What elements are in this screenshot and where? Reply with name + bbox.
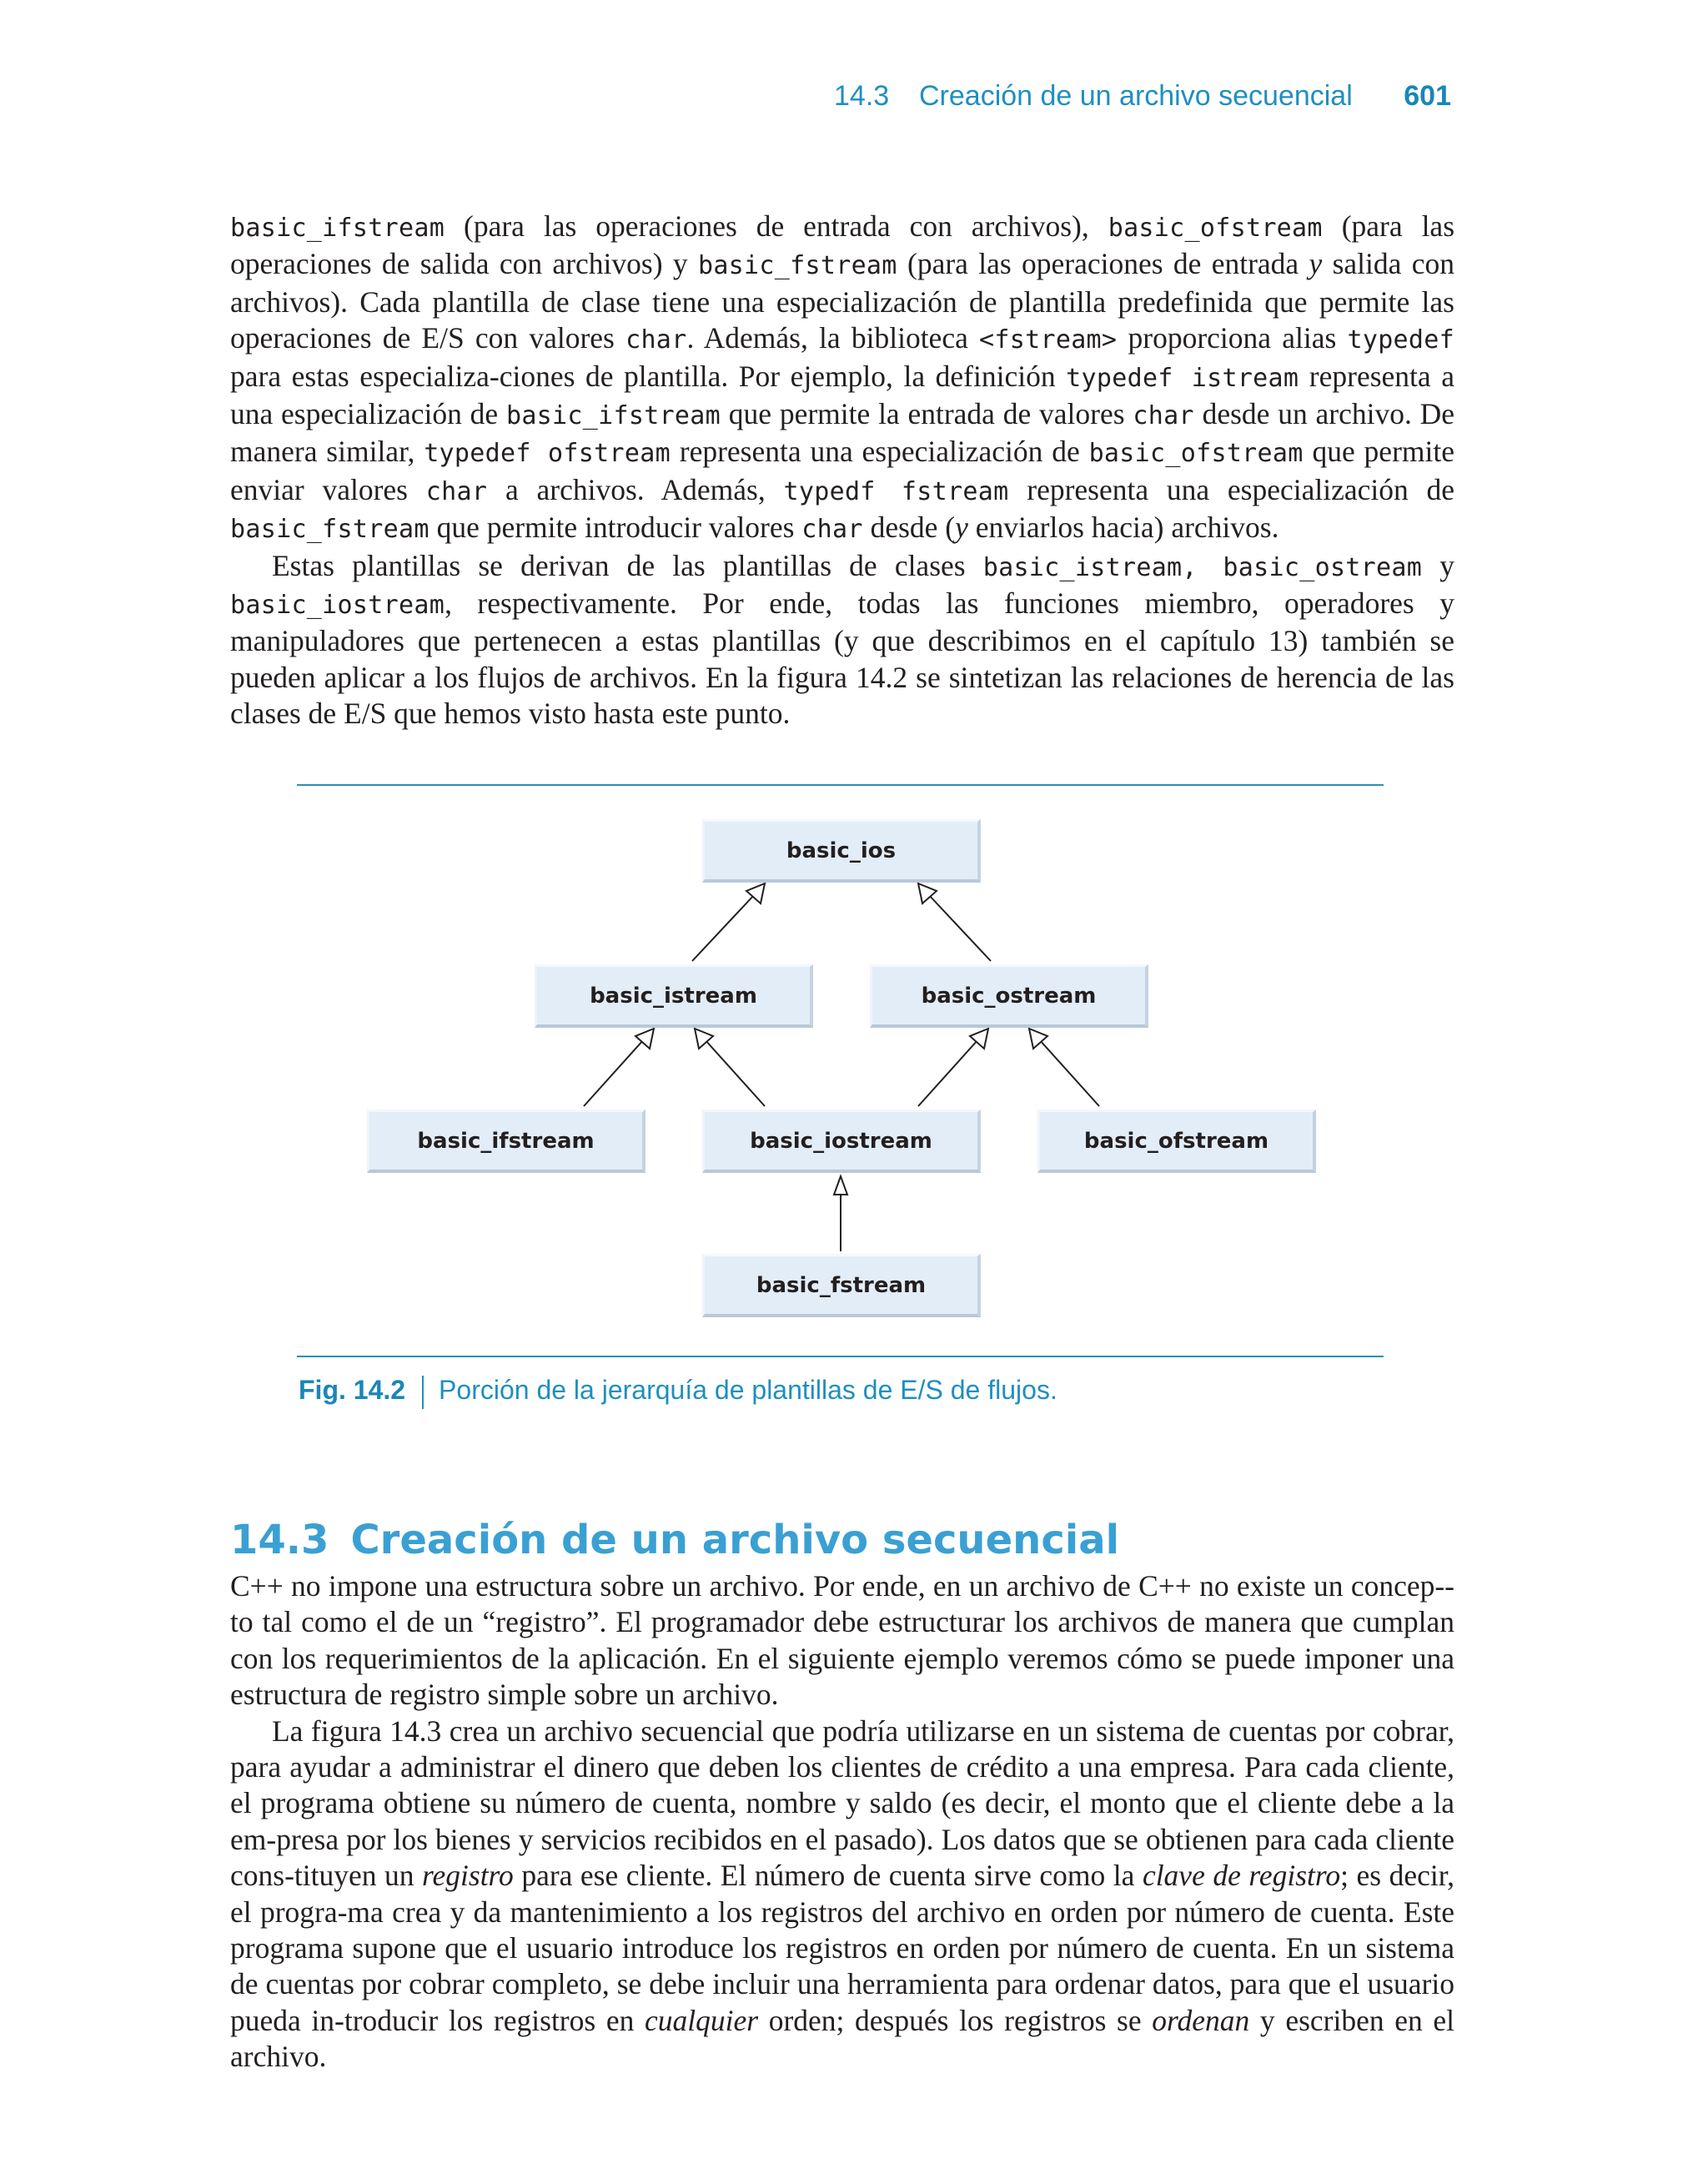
text-run: representa a una especialización de xyxy=(230,359,1454,431)
text-run: para estas especializa-ciones de plantilla. Por ejemplo, la definición xyxy=(230,359,1067,393)
text-run: representa una especialización de xyxy=(670,435,1089,469)
section-number: 14.3 xyxy=(230,1517,329,1563)
arrowhead xyxy=(746,883,765,903)
section-text-block xyxy=(230,1568,1454,2076)
text-run: a archivos. Además, xyxy=(487,472,784,506)
italic-term: clave de registro xyxy=(1142,1859,1341,1893)
running-head-section-number: 14.3 xyxy=(834,80,890,112)
page-number: 601 xyxy=(1404,80,1451,112)
code-term: <fstream> xyxy=(979,325,1118,355)
text-run: y escriben en el archivo. xyxy=(230,2003,1455,2074)
node-basic-ios: basic_ios xyxy=(702,819,981,883)
arrow-istream-to-ios xyxy=(692,894,755,961)
code-term: basic_ofstream xyxy=(1108,214,1323,243)
intro-text-block xyxy=(230,209,1454,732)
node-basic-iostream: basic_iostream xyxy=(702,1110,981,1173)
text-run: Estas plantillas se derivan de las plantillas de clases xyxy=(272,548,983,582)
code-term: typedef ofstream xyxy=(424,439,671,469)
text-run: , respectivamente. Por ende, todas las funciones miembro, operadores y manipuladores que pertenecen a estas plantillas (y que describimos en el capítulo 13) también se pueden aplicar a los flujos de archivos. En la figura 14.2 se sintetizan las relaciones de herencia de las clases de E/S que hemos visto hasta este punto. xyxy=(230,586,1454,731)
code-term: char xyxy=(801,515,863,545)
text-run: enviarlos hacia) archivos. xyxy=(967,511,1279,545)
code-term: basic_ofstream xyxy=(1088,439,1304,469)
figure-caption-text: Porción de la jerarquía de plantillas de E/S de flujos. xyxy=(439,1375,1057,1405)
text-run: desde un archivo. De manera similar, xyxy=(230,397,1455,469)
text-run: que permite enviar valores xyxy=(230,435,1454,506)
arrowhead xyxy=(695,1029,713,1049)
text-run: que permite la entrada de valores xyxy=(721,397,1133,431)
text-run: y xyxy=(1422,548,1454,582)
arrow-iostream-to-istream xyxy=(705,1039,765,1106)
node-basic-ostream: basic_ostream xyxy=(870,964,1148,1028)
paragraph-file-structure xyxy=(230,1568,1454,1714)
italic-term: ordenan xyxy=(1152,2003,1250,2037)
text-run: proporciona alias xyxy=(1117,321,1348,355)
section-heading xyxy=(230,1517,1119,1563)
node-basic-ifstream: basic_ifstream xyxy=(367,1110,646,1173)
code-term: basic_iostream xyxy=(230,591,445,621)
code-term: typedef istream xyxy=(1066,363,1299,393)
arrow-ifstream-to-istream xyxy=(584,1039,644,1106)
text-run: (para las operaciones de entrada xyxy=(897,247,1309,281)
node-basic-fstream: basic_fstream xyxy=(702,1254,981,1317)
paragraph-sequential-file xyxy=(230,1714,1454,2076)
italic-term: cualquier xyxy=(644,2003,759,2037)
text-run: . Además, la biblioteca xyxy=(686,321,980,355)
code-term: basic_fstream xyxy=(230,515,430,545)
figure-top-rule xyxy=(297,784,1384,786)
caption-separator xyxy=(422,1376,424,1409)
code-term: basic_fstream xyxy=(697,251,897,281)
code-term: char xyxy=(625,325,687,355)
code-term: char xyxy=(1133,401,1194,431)
arrow-iostream-to-ostream xyxy=(918,1039,978,1106)
arrowhead xyxy=(970,1029,988,1049)
arrowhead xyxy=(1029,1029,1047,1049)
code-term: basic_ifstream xyxy=(230,214,445,243)
figure-label: Fig. 14.2 xyxy=(299,1375,406,1405)
italic-term: y xyxy=(955,511,968,545)
italic-term: y xyxy=(1309,247,1323,281)
arrowhead xyxy=(918,883,937,903)
code-term: basic_istream, basic_ostream xyxy=(982,552,1423,582)
arrowhead xyxy=(635,1029,654,1049)
figure-caption xyxy=(299,1375,1057,1409)
text-run: (para las operaciones de entrada con archivos), xyxy=(445,209,1108,243)
text-run: orden; después los registros se xyxy=(758,2003,1153,2037)
node-basic-ofstream: basic_ofstream xyxy=(1037,1110,1316,1173)
text-run: La figura 14.3 crea un archivo secuencial que podría utilizarse en un sistema de cuentas por cobrar, para ayudar a administrar el dinero que deben los clientes de crédito a una empresa. Para cada cliente, el programa obtiene su número de cuenta, nombre y saldo (es decir, el monto que el cliente debe a la em-presa por los bienes y servicios recibidos en el pasado). Los datos que se obtienen para cada cliente cons-tituyen un xyxy=(230,1714,1454,1893)
arrowhead xyxy=(834,1176,847,1195)
paragraph-inheritance xyxy=(230,548,1454,732)
code-term: basic_ifstream xyxy=(505,401,721,431)
text-run: salida con archivos). Cada plantilla de clase tiene una especialización de plantilla predefinida que permite las operaciones de E/S con valores xyxy=(230,247,1454,355)
text-run: C++ no impone una estructura sobre un archivo. Por ende, en un archivo de C++ no existe un concep-to tal como el de un “registro”. El programador debe estructurar los archivos de manera que cumplan con los requerimientos de la aplicación. En el siguiente ejemplo veremos cómo se puede imponer una estructura de registro simple sobre un archivo. xyxy=(230,1569,1454,1712)
text-run: ; es decir, el progra-ma crea y da mantenimiento a los registros del archivo en orden por número de cuenta. Este programa supone que el usuario introduce los registros en orden por número de cuenta. En un sistema de cuentas por cobrar completo, se debe incluir una herramienta para ordenar datos, para que el usuario pueda in-troducir los registros en xyxy=(230,1859,1454,2037)
paragraph-templates-fstream xyxy=(230,209,1454,548)
text-run: que permite introducir valores xyxy=(429,511,802,545)
arrow-ostream-to-ios xyxy=(928,894,991,961)
code-term: char xyxy=(425,476,488,506)
running-head-title: Creación de un archivo secuencial xyxy=(919,80,1353,112)
text-run: para ese cliente. El número de cuenta sirve como la xyxy=(513,1859,1143,1893)
text-run: desde ( xyxy=(862,511,956,545)
code-term: typedef xyxy=(1347,325,1454,355)
figure-bottom-rule xyxy=(297,1356,1384,1357)
text-run: (para las operaciones de salida con archivos) y xyxy=(230,209,1455,281)
section-title: Creación de un archivo secuencial xyxy=(350,1517,1120,1563)
italic-term: registro xyxy=(422,1859,514,1893)
arrow-ofstream-to-ostream xyxy=(1039,1039,1099,1106)
code-term: typedf fstream xyxy=(783,476,1009,506)
node-basic-istream: basic_istream xyxy=(535,964,813,1028)
text-run: representa una especialización de xyxy=(1008,472,1455,506)
